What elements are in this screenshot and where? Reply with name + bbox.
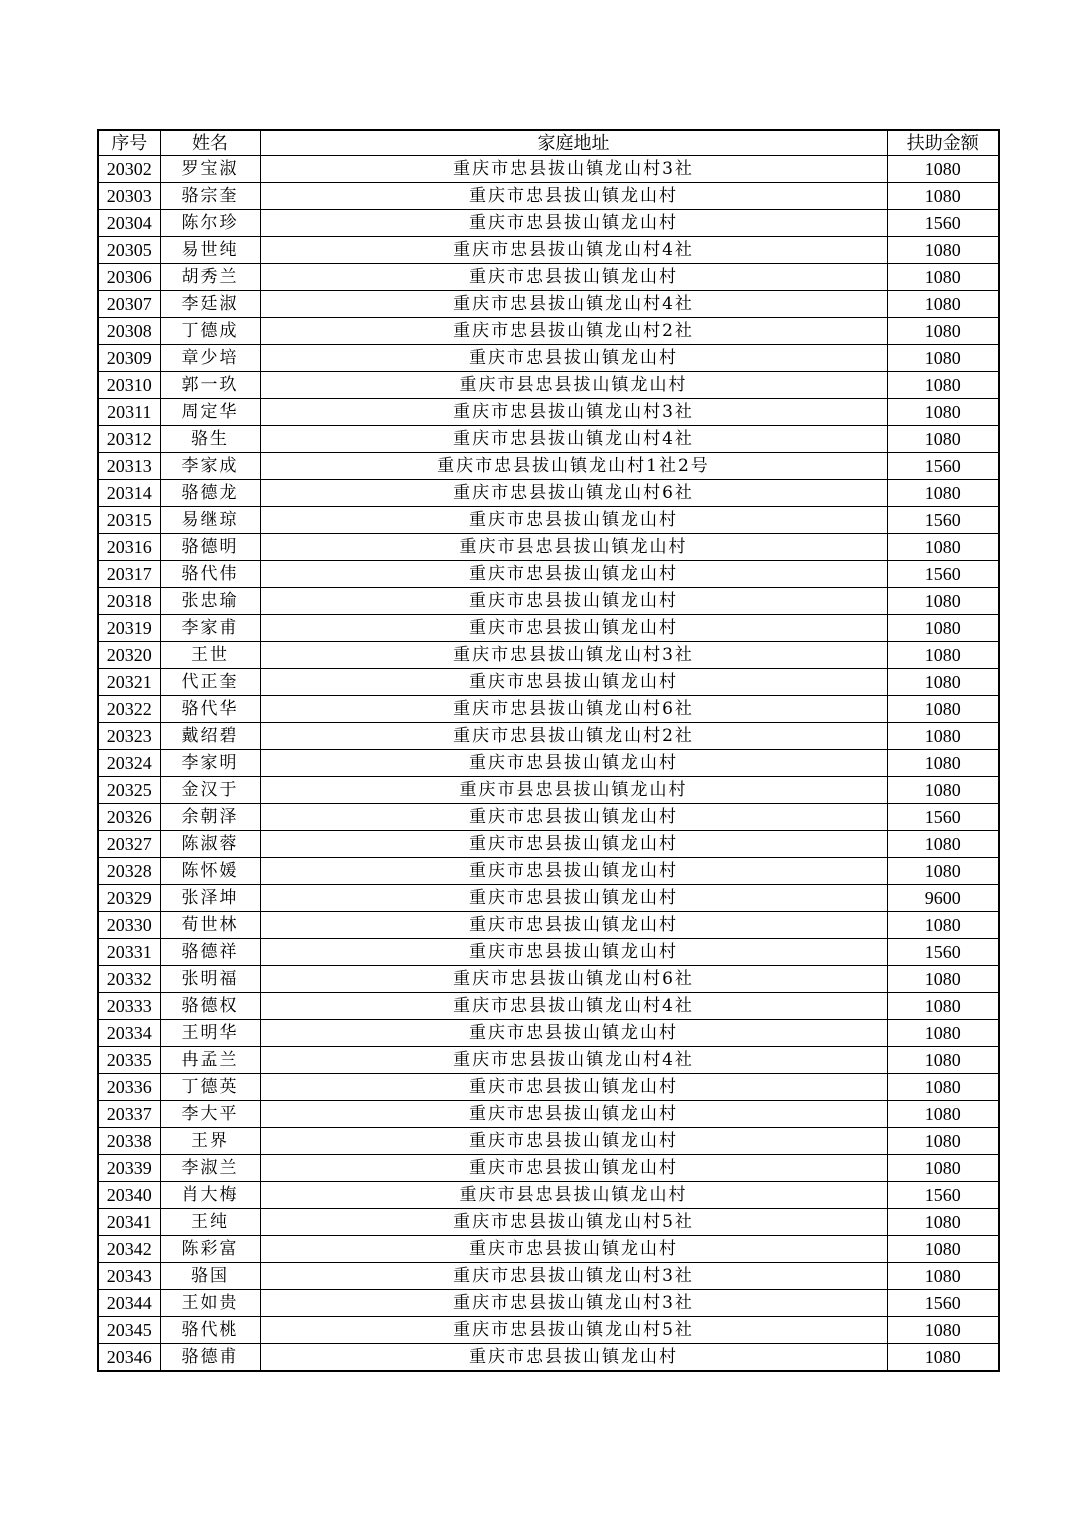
address-cell: 重庆市忠县拔山镇龙山村 bbox=[260, 858, 887, 885]
address-cell: 重庆市忠县拔山镇龙山村 bbox=[260, 183, 887, 210]
amount-cell: 1080 bbox=[887, 912, 999, 939]
address-cell: 重庆市忠县拔山镇龙山村 bbox=[260, 885, 887, 912]
table-row bbox=[98, 750, 999, 777]
serial-cell: 20325 bbox=[98, 777, 160, 804]
address-cell: 重庆市忠县拔山镇龙山村 bbox=[260, 804, 887, 831]
serial-cell: 20344 bbox=[98, 1290, 160, 1317]
table-row bbox=[98, 642, 999, 669]
address-cell: 重庆市忠县拔山镇龙山村1社2号 bbox=[260, 453, 887, 480]
amount-cell: 1080 bbox=[887, 777, 999, 804]
serial-cell: 20334 bbox=[98, 1020, 160, 1047]
address-cell: 重庆市忠县拔山镇龙山村 bbox=[260, 1101, 887, 1128]
serial-cell: 20321 bbox=[98, 669, 160, 696]
address-cell: 重庆市忠县拔山镇龙山村4社 bbox=[260, 1047, 887, 1074]
address-cell: 重庆市忠县拔山镇龙山村 bbox=[260, 1155, 887, 1182]
amount-cell: 1080 bbox=[887, 1020, 999, 1047]
amount-cell: 1560 bbox=[887, 453, 999, 480]
header-amount: 扶助金额 bbox=[887, 130, 999, 156]
name-cell: 金汉于 bbox=[160, 777, 260, 804]
serial-cell: 20342 bbox=[98, 1236, 160, 1263]
address-cell: 重庆市忠县拔山镇龙山村 bbox=[260, 345, 887, 372]
serial-cell: 20336 bbox=[98, 1074, 160, 1101]
address-cell: 重庆市忠县拔山镇龙山村3社 bbox=[260, 399, 887, 426]
serial-cell: 20337 bbox=[98, 1101, 160, 1128]
amount-cell: 1080 bbox=[887, 858, 999, 885]
serial-cell: 20318 bbox=[98, 588, 160, 615]
amount-cell: 1080 bbox=[887, 426, 999, 453]
serial-cell: 20332 bbox=[98, 966, 160, 993]
name-cell: 张泽坤 bbox=[160, 885, 260, 912]
serial-cell: 20311 bbox=[98, 399, 160, 426]
amount-cell: 1080 bbox=[887, 588, 999, 615]
amount-cell: 1080 bbox=[887, 264, 999, 291]
amount-cell: 1080 bbox=[887, 372, 999, 399]
amount-cell: 1080 bbox=[887, 1209, 999, 1236]
amount-cell: 1080 bbox=[887, 1074, 999, 1101]
name-cell: 骆代桃 bbox=[160, 1317, 260, 1344]
amount-cell: 1080 bbox=[887, 1263, 999, 1290]
table-row bbox=[98, 1263, 999, 1290]
table-row bbox=[98, 264, 999, 291]
address-cell: 重庆市忠县拔山镇龙山村3社 bbox=[260, 1290, 887, 1317]
address-cell: 重庆市忠县拔山镇龙山村 bbox=[260, 831, 887, 858]
address-cell: 重庆市县忠县拔山镇龙山村 bbox=[260, 534, 887, 561]
amount-cell: 1080 bbox=[887, 696, 999, 723]
assistance-roster-table bbox=[97, 129, 1000, 1372]
table-row bbox=[98, 1317, 999, 1344]
address-cell: 重庆市忠县拔山镇龙山村3社 bbox=[260, 642, 887, 669]
address-cell: 重庆市忠县拔山镇龙山村 bbox=[260, 669, 887, 696]
table-row bbox=[98, 1020, 999, 1047]
amount-cell: 1560 bbox=[887, 1290, 999, 1317]
amount-cell: 1080 bbox=[887, 291, 999, 318]
serial-cell: 20309 bbox=[98, 345, 160, 372]
serial-cell: 20346 bbox=[98, 1344, 160, 1372]
address-cell: 重庆市忠县拔山镇龙山村 bbox=[260, 1128, 887, 1155]
amount-cell: 1560 bbox=[887, 804, 999, 831]
serial-cell: 20322 bbox=[98, 696, 160, 723]
amount-cell: 1080 bbox=[887, 156, 999, 183]
table-row bbox=[98, 993, 999, 1020]
serial-cell: 20333 bbox=[98, 993, 160, 1020]
amount-cell: 1560 bbox=[887, 1182, 999, 1209]
serial-cell: 20335 bbox=[98, 1047, 160, 1074]
name-cell: 章少培 bbox=[160, 345, 260, 372]
serial-cell: 20313 bbox=[98, 453, 160, 480]
address-cell: 重庆市忠县拔山镇龙山村3社 bbox=[260, 1263, 887, 1290]
table-row bbox=[98, 1074, 999, 1101]
table-row bbox=[98, 1182, 999, 1209]
name-cell: 李大平 bbox=[160, 1101, 260, 1128]
table-row bbox=[98, 318, 999, 345]
amount-cell: 1080 bbox=[887, 615, 999, 642]
name-cell: 骆生 bbox=[160, 426, 260, 453]
table-row bbox=[98, 723, 999, 750]
address-cell: 重庆市忠县拔山镇龙山村 bbox=[260, 1074, 887, 1101]
table-body bbox=[98, 156, 999, 1372]
name-cell: 周定华 bbox=[160, 399, 260, 426]
serial-cell: 20343 bbox=[98, 1263, 160, 1290]
amount-cell: 1080 bbox=[887, 534, 999, 561]
table-row bbox=[98, 1344, 999, 1372]
serial-cell: 20306 bbox=[98, 264, 160, 291]
address-cell: 重庆市忠县拔山镇龙山村2社 bbox=[260, 723, 887, 750]
serial-cell: 20305 bbox=[98, 237, 160, 264]
amount-cell: 1080 bbox=[887, 669, 999, 696]
serial-cell: 20328 bbox=[98, 858, 160, 885]
name-cell: 易世纯 bbox=[160, 237, 260, 264]
name-cell: 骆国 bbox=[160, 1263, 260, 1290]
table-row bbox=[98, 1101, 999, 1128]
amount-cell: 1080 bbox=[887, 966, 999, 993]
name-cell: 骆代伟 bbox=[160, 561, 260, 588]
amount-cell: 1080 bbox=[887, 1128, 999, 1155]
name-cell: 王界 bbox=[160, 1128, 260, 1155]
table-row bbox=[98, 588, 999, 615]
amount-cell: 1080 bbox=[887, 1047, 999, 1074]
table-row bbox=[98, 345, 999, 372]
table-row bbox=[98, 669, 999, 696]
amount-cell: 1080 bbox=[887, 642, 999, 669]
name-cell: 骆德龙 bbox=[160, 480, 260, 507]
table-row bbox=[98, 210, 999, 237]
table-row bbox=[98, 615, 999, 642]
table-row bbox=[98, 1236, 999, 1263]
table-row bbox=[98, 1290, 999, 1317]
name-cell: 易继琼 bbox=[160, 507, 260, 534]
address-cell: 重庆市忠县拔山镇龙山村 bbox=[260, 210, 887, 237]
table-row bbox=[98, 453, 999, 480]
table-row bbox=[98, 804, 999, 831]
name-cell: 王世 bbox=[160, 642, 260, 669]
name-cell: 李家成 bbox=[160, 453, 260, 480]
table-row bbox=[98, 696, 999, 723]
name-cell: 骆德明 bbox=[160, 534, 260, 561]
serial-cell: 20327 bbox=[98, 831, 160, 858]
table-row bbox=[98, 1155, 999, 1182]
serial-cell: 20316 bbox=[98, 534, 160, 561]
name-cell: 李廷淑 bbox=[160, 291, 260, 318]
name-cell: 张忠瑜 bbox=[160, 588, 260, 615]
amount-cell: 1080 bbox=[887, 1344, 999, 1372]
serial-cell: 20314 bbox=[98, 480, 160, 507]
address-cell: 重庆市忠县拔山镇龙山村 bbox=[260, 588, 887, 615]
amount-cell: 1080 bbox=[887, 480, 999, 507]
serial-cell: 20319 bbox=[98, 615, 160, 642]
name-cell: 冉孟兰 bbox=[160, 1047, 260, 1074]
address-cell: 重庆市忠县拔山镇龙山村5社 bbox=[260, 1317, 887, 1344]
amount-cell: 1080 bbox=[887, 1317, 999, 1344]
table-row bbox=[98, 507, 999, 534]
name-cell: 余朝泽 bbox=[160, 804, 260, 831]
amount-cell: 1560 bbox=[887, 939, 999, 966]
name-cell: 罗宝淑 bbox=[160, 156, 260, 183]
serial-cell: 20329 bbox=[98, 885, 160, 912]
amount-cell: 1080 bbox=[887, 399, 999, 426]
table-row bbox=[98, 939, 999, 966]
name-cell: 骆宗奎 bbox=[160, 183, 260, 210]
amount-cell: 1560 bbox=[887, 561, 999, 588]
address-cell: 重庆市忠县拔山镇龙山村 bbox=[260, 1020, 887, 1047]
address-cell: 重庆市忠县拔山镇龙山村 bbox=[260, 912, 887, 939]
serial-cell: 20340 bbox=[98, 1182, 160, 1209]
serial-cell: 20345 bbox=[98, 1317, 160, 1344]
address-cell: 重庆市忠县拔山镇龙山村3社 bbox=[260, 156, 887, 183]
name-cell: 王纯 bbox=[160, 1209, 260, 1236]
name-cell: 郭一玖 bbox=[160, 372, 260, 399]
address-cell: 重庆市忠县拔山镇龙山村4社 bbox=[260, 291, 887, 318]
name-cell: 肖大梅 bbox=[160, 1182, 260, 1209]
name-cell: 李家甫 bbox=[160, 615, 260, 642]
address-cell: 重庆市忠县拔山镇龙山村4社 bbox=[260, 237, 887, 264]
header-serial: 序号 bbox=[98, 130, 160, 156]
name-cell: 王明华 bbox=[160, 1020, 260, 1047]
amount-cell: 1080 bbox=[887, 831, 999, 858]
name-cell: 李家明 bbox=[160, 750, 260, 777]
address-cell: 重庆市忠县拔山镇龙山村 bbox=[260, 750, 887, 777]
name-cell: 陈彩富 bbox=[160, 1236, 260, 1263]
name-cell: 丁德英 bbox=[160, 1074, 260, 1101]
amount-cell: 1560 bbox=[887, 507, 999, 534]
address-cell: 重庆市忠县拔山镇龙山村 bbox=[260, 507, 887, 534]
table-row bbox=[98, 372, 999, 399]
table-row bbox=[98, 561, 999, 588]
name-cell: 王如贵 bbox=[160, 1290, 260, 1317]
address-cell: 重庆市忠县拔山镇龙山村 bbox=[260, 264, 887, 291]
address-cell: 重庆市忠县拔山镇龙山村6社 bbox=[260, 696, 887, 723]
serial-cell: 20317 bbox=[98, 561, 160, 588]
table-row bbox=[98, 426, 999, 453]
amount-cell: 1080 bbox=[887, 1236, 999, 1263]
table-row bbox=[98, 885, 999, 912]
header-row bbox=[98, 130, 999, 156]
table-row bbox=[98, 480, 999, 507]
name-cell: 骆德祥 bbox=[160, 939, 260, 966]
name-cell: 骆德甫 bbox=[160, 1344, 260, 1372]
amount-cell: 1560 bbox=[887, 210, 999, 237]
serial-cell: 20339 bbox=[98, 1155, 160, 1182]
table-row bbox=[98, 966, 999, 993]
amount-cell: 1080 bbox=[887, 993, 999, 1020]
name-cell: 胡秀兰 bbox=[160, 264, 260, 291]
serial-cell: 20312 bbox=[98, 426, 160, 453]
serial-cell: 20315 bbox=[98, 507, 160, 534]
table-row bbox=[98, 237, 999, 264]
amount-cell: 1080 bbox=[887, 750, 999, 777]
header-address: 家庭地址 bbox=[260, 130, 887, 156]
address-cell: 重庆市忠县拔山镇龙山村5社 bbox=[260, 1209, 887, 1236]
address-cell: 重庆市忠县拔山镇龙山村 bbox=[260, 1344, 887, 1372]
address-cell: 重庆市忠县拔山镇龙山村 bbox=[260, 939, 887, 966]
address-cell: 重庆市忠县拔山镇龙山村6社 bbox=[260, 966, 887, 993]
name-cell: 陈怀媛 bbox=[160, 858, 260, 885]
address-cell: 重庆市忠县拔山镇龙山村 bbox=[260, 615, 887, 642]
serial-cell: 20307 bbox=[98, 291, 160, 318]
serial-cell: 20341 bbox=[98, 1209, 160, 1236]
table-row bbox=[98, 399, 999, 426]
name-cell: 代正奎 bbox=[160, 669, 260, 696]
serial-cell: 20308 bbox=[98, 318, 160, 345]
table-row bbox=[98, 534, 999, 561]
address-cell: 重庆市忠县拔山镇龙山村 bbox=[260, 561, 887, 588]
amount-cell: 1080 bbox=[887, 237, 999, 264]
name-cell: 戴绍碧 bbox=[160, 723, 260, 750]
name-cell: 骆代华 bbox=[160, 696, 260, 723]
serial-cell: 20303 bbox=[98, 183, 160, 210]
serial-cell: 20331 bbox=[98, 939, 160, 966]
table-row bbox=[98, 858, 999, 885]
table-row bbox=[98, 1047, 999, 1074]
serial-cell: 20326 bbox=[98, 804, 160, 831]
table-row bbox=[98, 1128, 999, 1155]
address-cell: 重庆市忠县拔山镇龙山村6社 bbox=[260, 480, 887, 507]
name-cell: 骆德权 bbox=[160, 993, 260, 1020]
amount-cell: 1080 bbox=[887, 318, 999, 345]
name-cell: 陈尔珍 bbox=[160, 210, 260, 237]
table-row bbox=[98, 912, 999, 939]
amount-cell: 1080 bbox=[887, 183, 999, 210]
table-row bbox=[98, 156, 999, 183]
address-cell: 重庆市县忠县拔山镇龙山村 bbox=[260, 1182, 887, 1209]
serial-cell: 20330 bbox=[98, 912, 160, 939]
header-name: 姓名 bbox=[160, 130, 260, 156]
name-cell: 李淑兰 bbox=[160, 1155, 260, 1182]
serial-cell: 20302 bbox=[98, 156, 160, 183]
address-cell: 重庆市忠县拔山镇龙山村 bbox=[260, 1236, 887, 1263]
name-cell: 张明福 bbox=[160, 966, 260, 993]
amount-cell: 9600 bbox=[887, 885, 999, 912]
name-cell: 荀世林 bbox=[160, 912, 260, 939]
table-row bbox=[98, 291, 999, 318]
table-row bbox=[98, 777, 999, 804]
serial-cell: 20310 bbox=[98, 372, 160, 399]
name-cell: 陈淑蓉 bbox=[160, 831, 260, 858]
address-cell: 重庆市忠县拔山镇龙山村4社 bbox=[260, 426, 887, 453]
amount-cell: 1080 bbox=[887, 723, 999, 750]
serial-cell: 20320 bbox=[98, 642, 160, 669]
address-cell: 重庆市忠县拔山镇龙山村4社 bbox=[260, 993, 887, 1020]
serial-cell: 20324 bbox=[98, 750, 160, 777]
amount-cell: 1080 bbox=[887, 1155, 999, 1182]
serial-cell: 20304 bbox=[98, 210, 160, 237]
serial-cell: 20323 bbox=[98, 723, 160, 750]
amount-cell: 1080 bbox=[887, 1101, 999, 1128]
address-cell: 重庆市忠县拔山镇龙山村2社 bbox=[260, 318, 887, 345]
amount-cell: 1080 bbox=[887, 345, 999, 372]
address-cell: 重庆市县忠县拔山镇龙山村 bbox=[260, 372, 887, 399]
table-row bbox=[98, 831, 999, 858]
name-cell: 丁德成 bbox=[160, 318, 260, 345]
serial-cell: 20338 bbox=[98, 1128, 160, 1155]
table-row bbox=[98, 183, 999, 210]
table-row bbox=[98, 1209, 999, 1236]
address-cell: 重庆市县忠县拔山镇龙山村 bbox=[260, 777, 887, 804]
